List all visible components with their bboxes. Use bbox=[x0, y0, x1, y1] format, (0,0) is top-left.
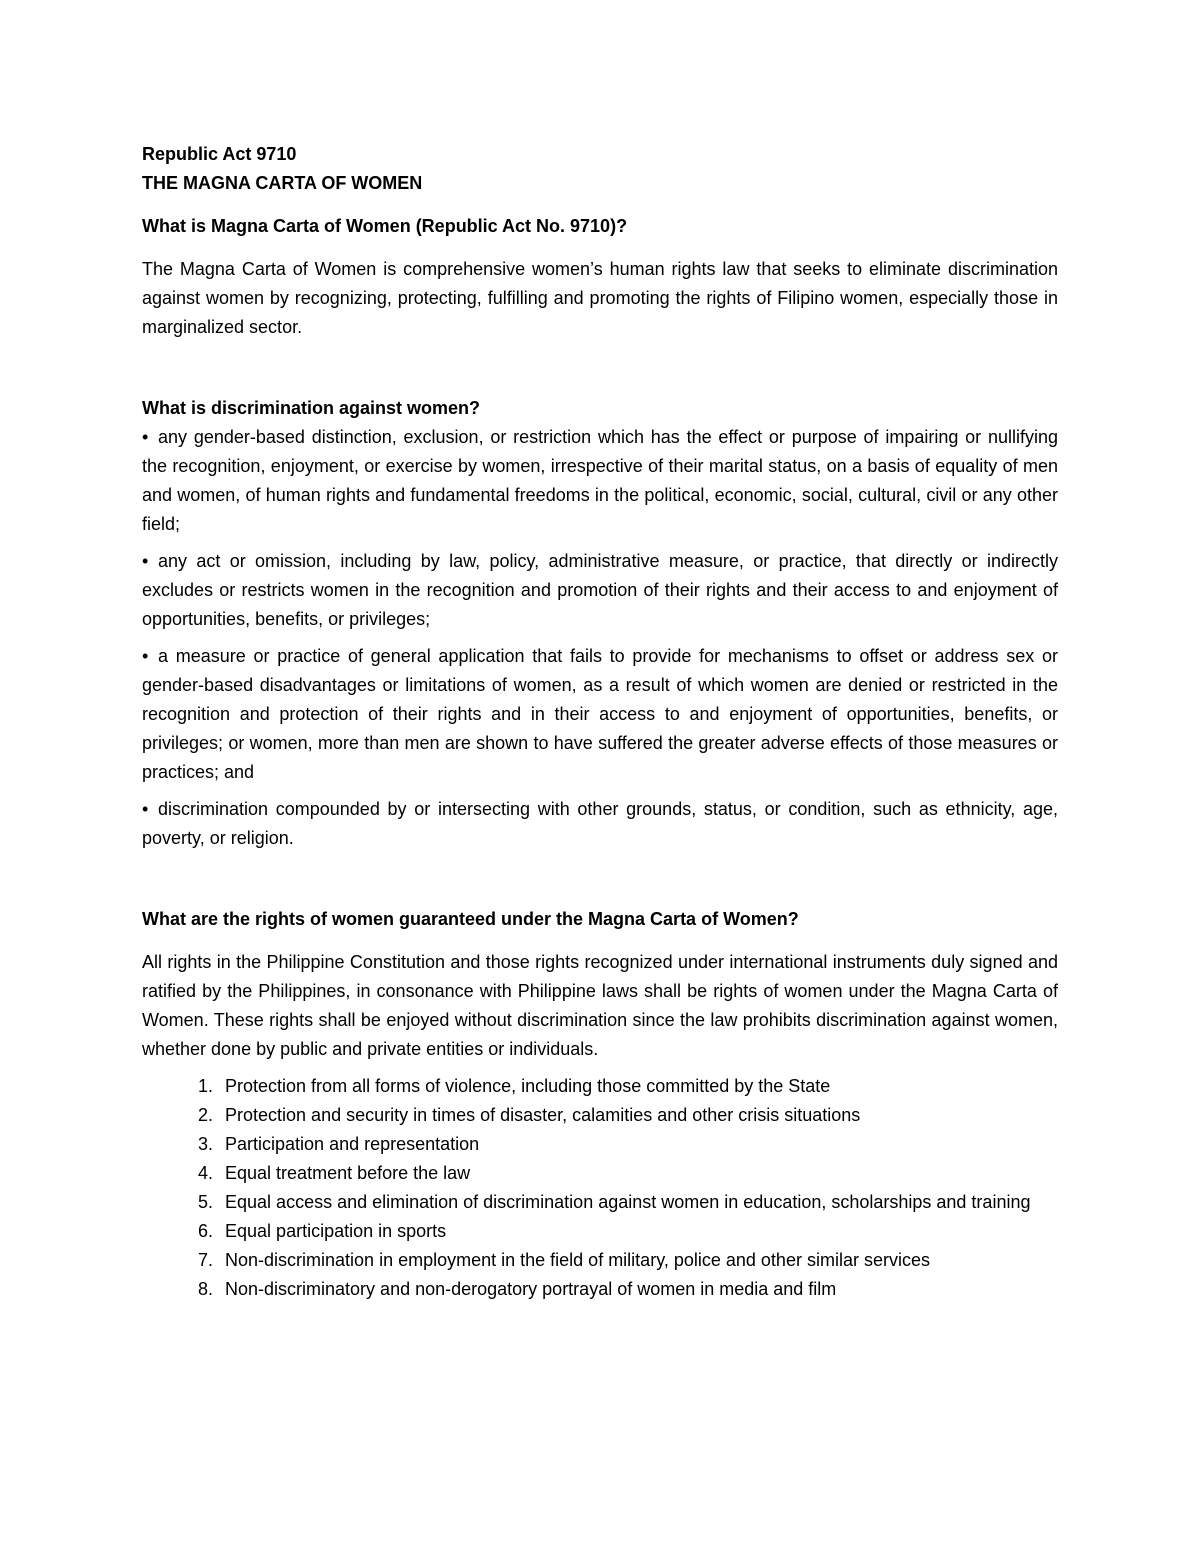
list-item bbox=[198, 1246, 1058, 1275]
list-number: 8. bbox=[198, 1279, 214, 1299]
list-text: Equal access and elimination of discrimination against women in education, scholarships and training bbox=[225, 1192, 1031, 1212]
bullet-icon: • bbox=[142, 427, 149, 447]
document-page bbox=[142, 140, 1058, 1304]
list-text: Protection from all forms of violence, including those committed by the State bbox=[225, 1076, 831, 1096]
bullet-icon: • bbox=[142, 799, 149, 819]
spacer bbox=[142, 861, 1058, 905]
section-answer: The Magna Carta of Women is comprehensive women’s human rights law that seeks to eliminate discrimination against women by recognizing, protecting, fulfilling and promoting the rights of Filipino women, especially those in marginalized sector. bbox=[142, 259, 1058, 337]
bullet-text: any gender-based distinction, exclusion, or restriction which has the effect or purpose of impairing or nullifying the recognition, enjoyment, or exercise by women, irrespective of their marital status, on a basis of equality of men and women, of human rights and fundamental freedoms in the political, economic, social, cultural, civil or any other field; bbox=[142, 427, 1058, 534]
list-item bbox=[198, 1130, 1058, 1159]
list-number: 7. bbox=[198, 1250, 214, 1270]
list-text: Equal participation in sports bbox=[225, 1221, 447, 1241]
act-title: THE MAGNA CARTA OF WOMEN bbox=[142, 173, 423, 193]
spacer bbox=[142, 350, 1058, 394]
bullet-icon: • bbox=[142, 551, 149, 571]
list-number: 4. bbox=[198, 1163, 214, 1183]
section-question: What is Magna Carta of Women (Republic Act No. 9710)? bbox=[142, 216, 628, 236]
list-text: Non-discriminatory and non-derogatory portrayal of women in media and film bbox=[225, 1279, 837, 1299]
list-item bbox=[142, 547, 1058, 634]
list-number: 6. bbox=[198, 1221, 214, 1241]
section-answer: All rights in the Philippine Constitution and those rights recognized under international instruments duly signed and ratified by the Philippines, in consonance with Philippine laws shall be rights of women under the Magna Carta of Women. These rights shall be enjoyed without discrimination since the law prohibits discrimination against women, whether done by public and private entities or individuals. bbox=[142, 952, 1058, 1059]
list-number: 3. bbox=[198, 1134, 214, 1154]
list-item bbox=[142, 642, 1058, 787]
list-number: 1. bbox=[198, 1076, 214, 1096]
document-header bbox=[142, 140, 1058, 198]
list-item bbox=[142, 423, 1058, 539]
list-item bbox=[198, 1101, 1058, 1130]
section-what-is-magna-carta bbox=[142, 212, 1058, 342]
list-text: Participation and representation bbox=[225, 1134, 480, 1154]
bullet-text: a measure or practice of general application that fails to provide for mechanisms to offset or address sex or gender-based disadvantages or limitations of women, as a result of which women are denied or restricted in the recognition and protection of their rights and in their access to and enjoyment of opportunities, benefits, or privileges; or women, more than men are shown to have suffered the greater adverse effects of those measures or practices; and bbox=[142, 646, 1058, 782]
list-text: Non-discrimination in employment in the field of military, police and other similar services bbox=[225, 1250, 930, 1270]
rights-list bbox=[142, 1072, 1058, 1304]
section-question: What are the rights of women guaranteed under the Magna Carta of Women? bbox=[142, 909, 799, 929]
list-item bbox=[142, 795, 1058, 853]
list-item bbox=[198, 1072, 1058, 1101]
bullet-text: any act or omission, including by law, policy, administrative measure, or practice, that directly or indirectly excludes or restricts women in the recognition and promotion of their rights and their access to and enjoyment of opportunities, benefits, or privileges; bbox=[142, 551, 1058, 629]
list-item bbox=[198, 1217, 1058, 1246]
list-item bbox=[198, 1188, 1058, 1217]
bullet-icon: • bbox=[142, 646, 149, 666]
list-item bbox=[198, 1275, 1058, 1304]
list-text: Protection and security in times of disaster, calamities and other crisis situations bbox=[225, 1105, 861, 1125]
act-number: Republic Act 9710 bbox=[142, 144, 297, 164]
bullet-text: discrimination compounded by or intersecting with other grounds, status, or condition, such as ethnicity, age, poverty, or religion. bbox=[142, 799, 1058, 848]
list-item bbox=[198, 1159, 1058, 1188]
section-question: What is discrimination against women? bbox=[142, 398, 481, 418]
section-rights bbox=[142, 905, 1058, 1304]
section-discrimination bbox=[142, 394, 1058, 853]
list-text: Equal treatment before the law bbox=[225, 1163, 471, 1183]
list-number: 5. bbox=[198, 1192, 214, 1212]
list-number: 2. bbox=[198, 1105, 214, 1125]
